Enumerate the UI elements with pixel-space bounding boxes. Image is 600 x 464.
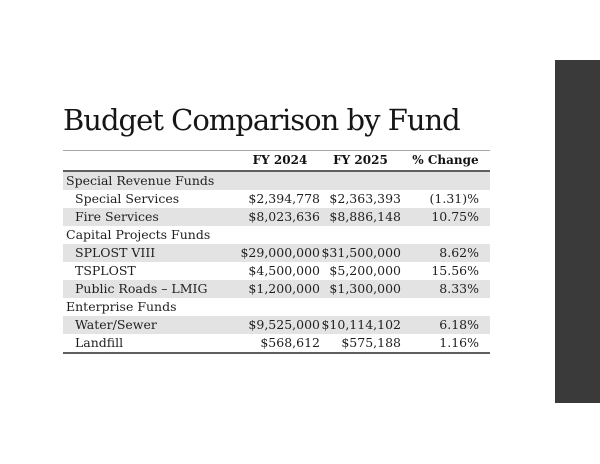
table-row-capital-projects-funds <box>63 226 490 244</box>
pct-change-value: 8.62% <box>439 245 479 260</box>
fy2025-value: $5,200,000 <box>329 263 401 278</box>
header-fy-2024: FY 2024 <box>240 151 320 172</box>
pct-change-value <box>401 226 490 244</box>
fy2024-value: $9,525,000 <box>248 317 320 332</box>
fy2025-value: $8,886,148 <box>329 209 401 224</box>
accent-bar <box>555 60 600 403</box>
header-fy-2025: FY 2025 <box>320 151 401 172</box>
fy2024-value: $8,023,636 <box>248 209 320 224</box>
fy2025-value: $575,188 <box>341 335 401 350</box>
pct-change-value: 1.16% <box>439 335 479 350</box>
fy2025-value <box>320 171 401 190</box>
row-label: TSPLOST <box>75 263 136 278</box>
table-row-tsplost <box>63 262 490 280</box>
row-label: Special Revenue Funds <box>66 173 215 188</box>
header-label-blank <box>63 151 240 172</box>
slide-title: Budget Comparison by Fund <box>63 103 460 137</box>
header-pct-change: % Change <box>401 151 490 172</box>
pct-change-value <box>401 171 490 190</box>
fy2025-value: $31,500,000 <box>321 245 401 260</box>
table-row-enterprise-funds <box>63 298 490 316</box>
fy2024-value <box>240 171 320 190</box>
row-label: Enterprise Funds <box>66 299 177 314</box>
pct-change-value: 6.18% <box>439 317 479 332</box>
row-label: SPLOST VIII <box>75 245 156 260</box>
row-label: Water/Sewer <box>75 317 157 332</box>
table-row-landfill <box>63 334 490 353</box>
fy2025-value <box>320 298 401 316</box>
budget-table <box>63 150 490 354</box>
row-label: Fire Services <box>75 209 159 224</box>
fy2025-value: $10,114,102 <box>321 317 401 332</box>
fy2025-value <box>320 226 401 244</box>
fy2024-value <box>240 298 320 316</box>
pct-change-value: 8.33% <box>439 281 479 296</box>
fy2024-value: $568,612 <box>260 335 320 350</box>
table-row-fire-services <box>63 208 490 226</box>
table-row-splost-viii <box>63 244 490 262</box>
fy2024-value: $4,500,000 <box>248 263 320 278</box>
fy2024-value: $2,394,778 <box>248 191 320 206</box>
pct-change-value: (1.31)% <box>429 191 479 206</box>
pct-change-value: 10.75% <box>431 209 479 224</box>
table-row-special-revenue-funds <box>63 171 490 190</box>
table-row-special-services <box>63 190 490 208</box>
table-row-water-sewer <box>63 316 490 334</box>
row-label: Public Roads – LMIG <box>75 281 208 296</box>
table-header-row <box>63 151 490 172</box>
row-label: Capital Projects Funds <box>66 227 211 242</box>
row-label: Landfill <box>75 335 124 350</box>
fy2025-value: $1,300,000 <box>329 281 401 296</box>
row-label: Special Services <box>75 191 180 206</box>
fy2024-value: $29,000,000 <box>240 245 320 260</box>
table-row-public-roads-lmig <box>63 280 490 298</box>
fy2025-value: $2,363,393 <box>329 191 401 206</box>
fy2024-value: $1,200,000 <box>248 281 320 296</box>
pct-change-value <box>401 298 490 316</box>
pct-change-value: 15.56% <box>431 263 479 278</box>
fy2024-value <box>240 226 320 244</box>
